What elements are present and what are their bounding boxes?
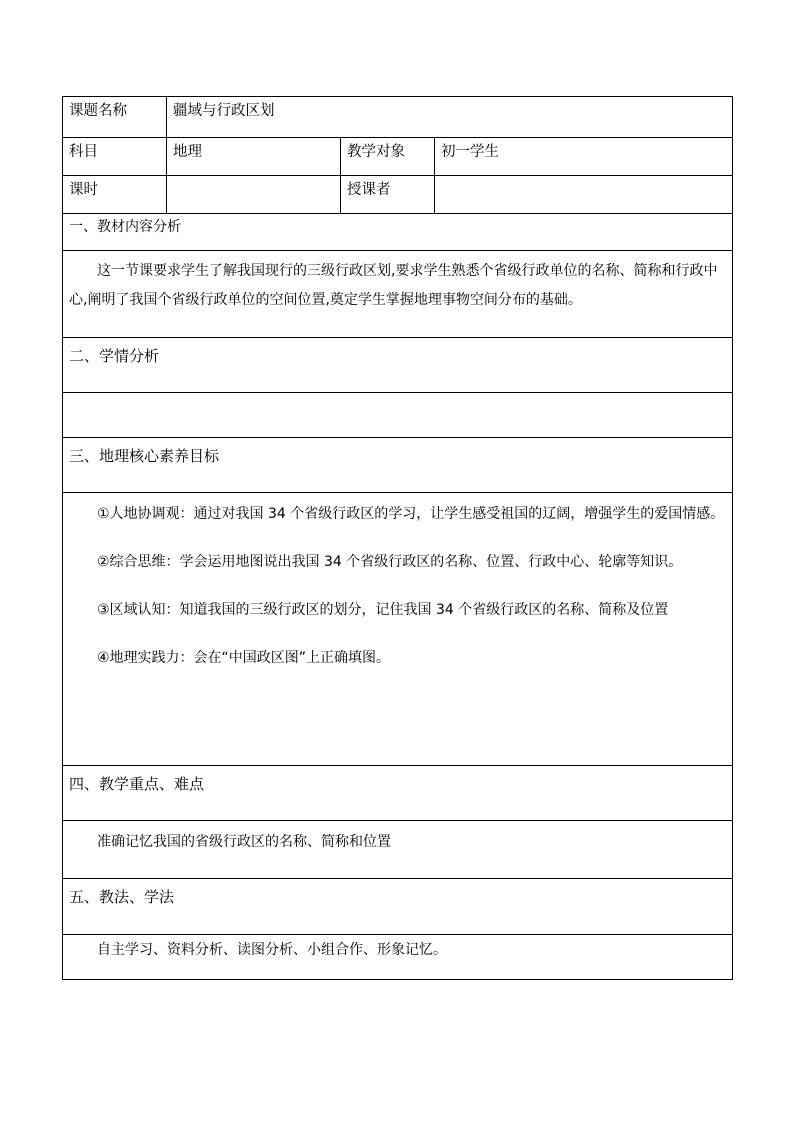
section-3-title: 三、地理核心素养目标 xyxy=(63,438,733,493)
section-4-header xyxy=(63,766,733,821)
section-4-text: 准确记忆我国的省级行政区的名称、简称和位置 xyxy=(97,834,391,850)
section-2-body xyxy=(63,393,733,438)
section-2-header xyxy=(63,338,733,393)
goal-item: ④地理实践力：会在“中国政区图”上正确填图。 xyxy=(97,650,391,666)
section-1-title: 一、教材内容分析 xyxy=(63,214,733,251)
hours-value xyxy=(167,176,341,214)
section-4-title: 四、教学重点、难点 xyxy=(63,766,733,821)
topic-row xyxy=(63,97,733,138)
hours-row xyxy=(63,176,733,214)
section-5-body xyxy=(63,935,733,980)
section-2-title: 二、学情分析 xyxy=(63,338,733,393)
section-5-text: 自主学习、资料分析、读图分析、小组合作、形象记忆。 xyxy=(97,942,447,958)
teacher-value xyxy=(435,176,733,214)
goal-item: ②综合思维：学会运用地图说出我国 34 个省级行政区的名称、位置、行政中心、轮廓等知识。 xyxy=(97,554,683,570)
audience-label: 教学对象 xyxy=(341,138,435,176)
teacher-label: 授课者 xyxy=(341,176,435,214)
audience-value: 初一学生 xyxy=(435,138,733,176)
goal-item: ③区域认知：知道我国的三级行政区的划分，记住我国 34 个省级行政区的名称、简称及位置 xyxy=(97,602,669,618)
goal-item: ①人地协调观：通过对我国 34 个省级行政区的学习，让学生感受祖国的辽阔，增强学生的爱国情感。 xyxy=(97,506,725,522)
section-1-body xyxy=(63,251,733,338)
section-1-text: 这一节课要求学生了解我国现行的三级行政区划,要求学生熟悉个省级行政单位的名称、简称和行政中心,阐明了我国个省级行政单位的空间位置,奠定学生掌握地理事物空间分布的基础。 xyxy=(69,263,718,308)
hours-label: 课时 xyxy=(63,176,167,214)
section-1-header xyxy=(63,214,733,251)
section-2-text xyxy=(63,393,733,438)
section-3-header xyxy=(63,438,733,493)
subject-value: 地理 xyxy=(167,138,341,176)
section-3-body xyxy=(63,493,733,766)
subject-row xyxy=(63,138,733,176)
section-4-body xyxy=(63,821,733,879)
topic-label: 课题名称 xyxy=(63,97,167,138)
lesson-plan-table xyxy=(62,96,733,980)
topic-value: 疆域与行政区划 xyxy=(167,97,733,138)
section-5-title: 五、教法、学法 xyxy=(63,879,733,935)
subject-label: 科目 xyxy=(63,138,167,176)
section-5-header xyxy=(63,879,733,935)
